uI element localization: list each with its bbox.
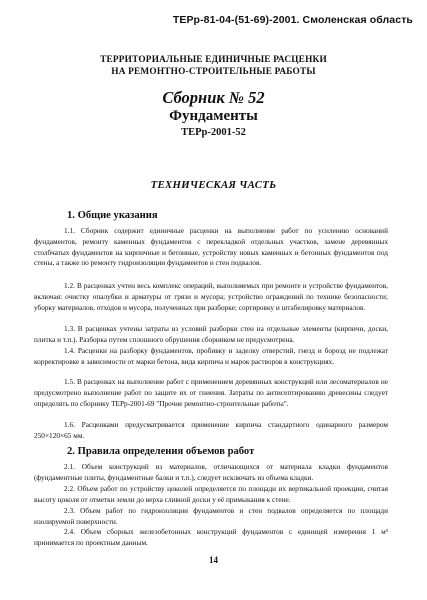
paragraph-2-4: 2.4. Объем сборных железобетонных конструкций фундаментов с единицей измерения 1 м³ принимается по проектным данным. bbox=[34, 527, 388, 547]
running-head: ТЕРр-81-04-(51-69)-2001. Смоленская область bbox=[172, 14, 413, 26]
paragraph-1-3: 1.3. В расценках учтены затраты из условий разборки стен на отдельные элементы (кирпичи, доски, плитка и т.п.). Разборка путем сплошного обрушения сборником не предусмотрена. bbox=[34, 324, 388, 344]
paragraph-1-6: 1.6. Расценками предусматривается применение кирпича стандартного одинарного размером 250×120×65 мм. bbox=[34, 420, 388, 440]
org-title-line-1: ТЕРРИТОРИАЛЬНЫЕ ЕДИНИЧНЫЕ РАСЦЕНКИ bbox=[100, 55, 327, 65]
paragraph-1-5: 1.5. В расценках на выполнение работ с применением деревянных конструкций или лесоматериалов не предусмотрено выполнение работ по защите их от гниения. Затраты по антисептированию древесины следует определять по сборнику ТЕРр-2001-69 "Прочие ремонтно-строительные работы". bbox=[34, 377, 388, 408]
subject-title: Фундаменты bbox=[169, 108, 258, 124]
collection-title: Сборник № 52 bbox=[162, 88, 265, 107]
section-heading-volume-rules: 2. Правила определения объемов работ bbox=[67, 446, 255, 457]
paragraph-1-1: 1.1. Сборник содержит единичные расценки на выполнение работ по усилению оснований фундаментов, ремонту каменных фундаментов с перекладкой отдельных участков, замене деревянных столбчатых фундаментов на кирпичные и бетонные, устройству новых каменных и бетонных фундаментов под стены, а также по ремонту гидроизоляции фундаментов и стен подвалов. bbox=[34, 226, 388, 268]
section-heading-general: 1. Общие указания bbox=[67, 210, 158, 221]
paragraph-2-2: 2.2. Объем работ по устройству цоколей определяется по площади их вертикальной проекции, считая высоту цоколя от отметки земли до верха сливной доски у её примыкания к стене. bbox=[34, 484, 388, 504]
org-title-line-2: НА РЕМОНТНО-СТРОИТЕЛЬНЫЕ РАБОТЫ bbox=[111, 67, 316, 77]
paragraph-2-3: 2.3. Объем работ по гидроизоляции фундаментов и стен подвалов определяется по площади изолируемой поверхности. bbox=[34, 506, 388, 526]
page-number: 14 bbox=[209, 555, 218, 565]
part-title: ТЕХНИЧЕСКАЯ ЧАСТЬ bbox=[150, 179, 277, 191]
paragraph-1-2: 1.2. В расценках учтен весь комплекс операций, выполняемых при ремонте и устройстве фундаментов, включая: очистку опалубки и арматуры от грязи и мусора; устройство ограждений по технике безопасности; уборку материалов, отходов и мусора, полученных при разборке; сортировку и штабелировку материалов. bbox=[34, 281, 388, 312]
document-code: ТЕРр-2001-52 bbox=[181, 127, 246, 138]
paragraph-1-4: 1.4. Расценки на разборку фундаментов, пробивку и заделку отверстий, гнезд и борозд не подлежат корректировке в зависимости от марки бетона, вида кирпича и марок растворов в конструкциях. bbox=[34, 346, 388, 366]
paragraph-2-1: 2.1. Объем конструкций из материалов, отличающихся от материала кладки фундаментов (фундаментные плиты, фундаментные балки и т.п.), следует исключать из объема кладки. bbox=[34, 462, 388, 482]
